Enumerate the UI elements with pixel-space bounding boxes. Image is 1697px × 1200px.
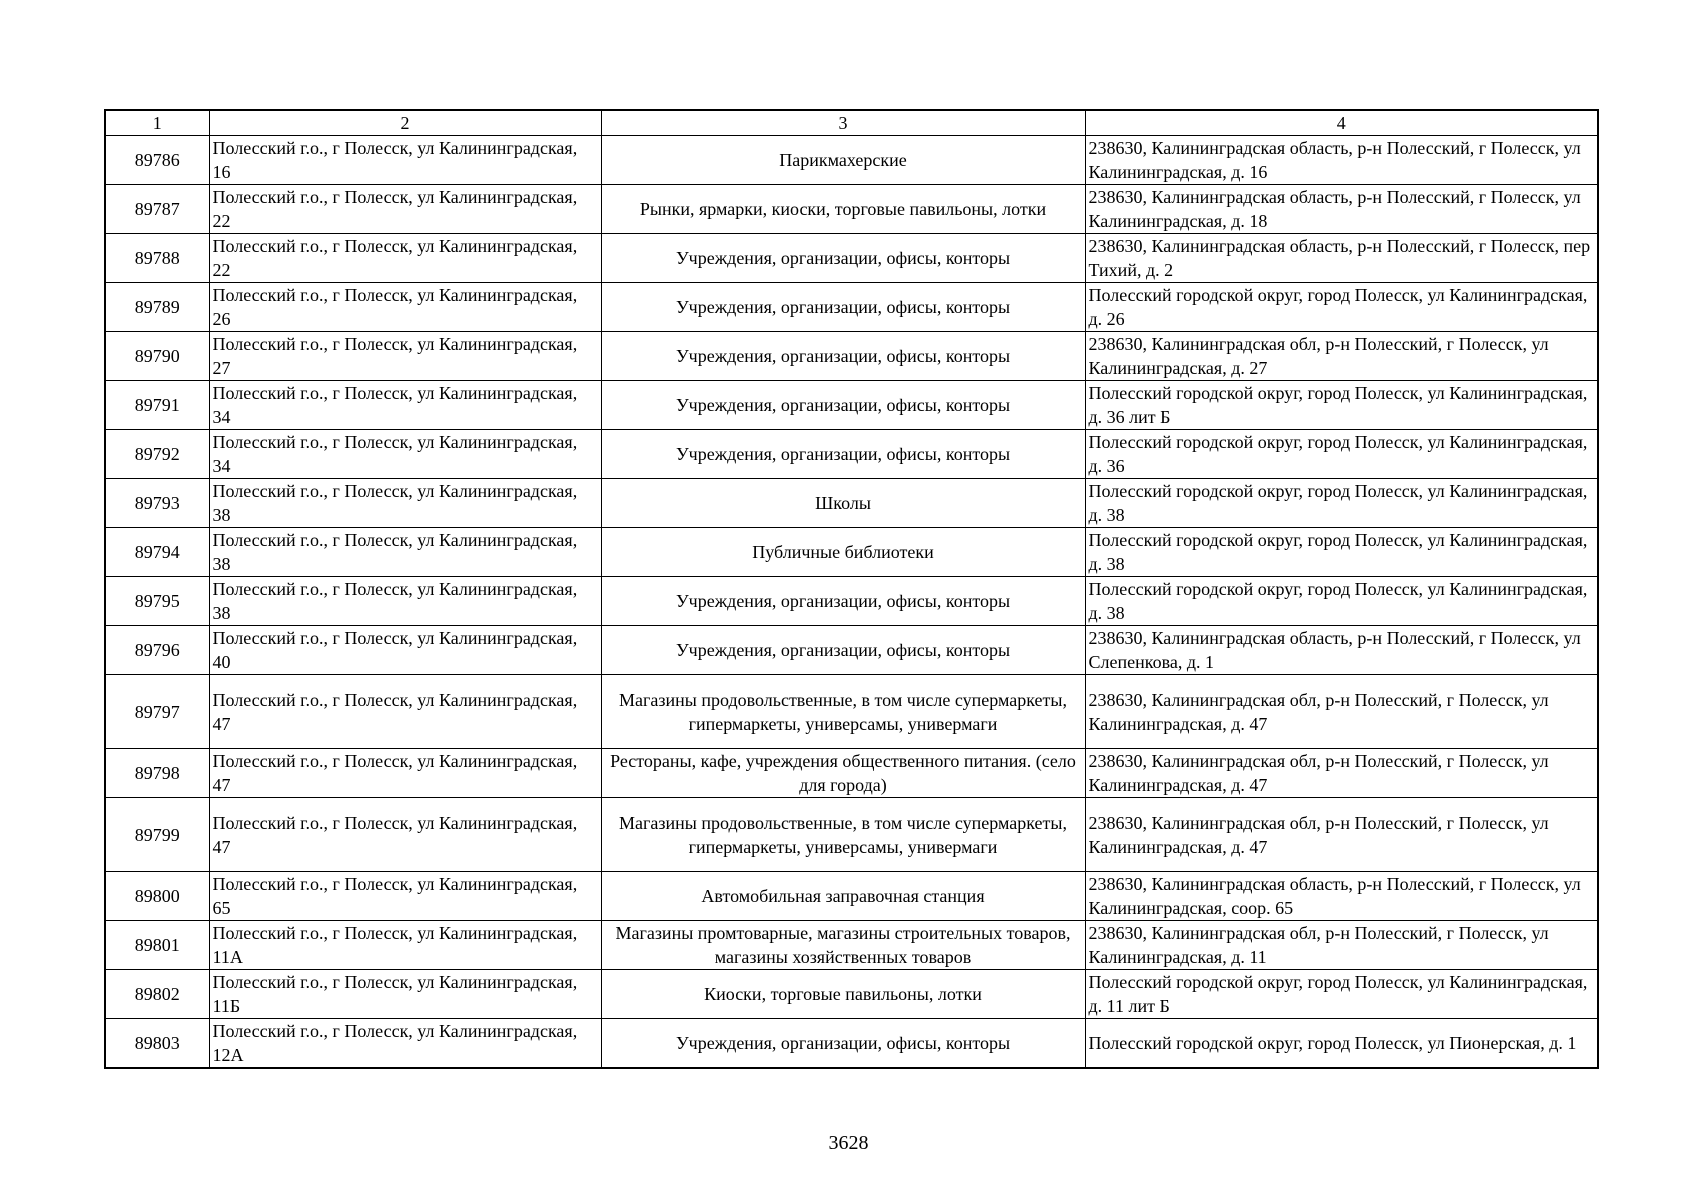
object-type-cell: Учреждения, организации, офисы, конторы [601,283,1085,332]
row-id-cell: 89786 [105,136,209,185]
table-row [105,332,1598,381]
object-address-cell: Полесский г.о., г Полесск, ул Калининградская, 27 [209,332,601,381]
row-id-cell: 89800 [105,872,209,921]
table-row [105,234,1598,283]
location-address-cell: 238630, Калининградская обл, р-н Полесский, г Полесск, ул Калининградская, д. 47 [1085,675,1598,749]
location-address-cell: Полесский городской округ, город Полесск, ул Калининградская, д. 38 [1085,528,1598,577]
object-type-cell: Учреждения, организации, офисы, конторы [601,234,1085,283]
row-id-cell: 89794 [105,528,209,577]
table-row [105,872,1598,921]
table-body [105,136,1598,1069]
table-header-row [105,110,1598,136]
registry-table [104,109,1599,1069]
row-id-cell: 89803 [105,1019,209,1069]
table-row [105,283,1598,332]
table-row [105,749,1598,798]
object-type-cell: Учреждения, организации, офисы, конторы [601,381,1085,430]
object-address-cell: Полесский г.о., г Полесск, ул Калининградская, 11Б [209,970,601,1019]
object-type-cell: Магазины промтоварные, магазины строительных товаров, магазины хозяйственных товаров [601,921,1085,970]
table-row [105,970,1598,1019]
row-id-cell: 89795 [105,577,209,626]
location-address-cell: Полесский городской округ, город Полесск, ул Калининградская, д. 26 [1085,283,1598,332]
location-address-cell: 238630, Калининградская область, р-н Полесский, г Полесск, пер Тихий, д. 2 [1085,234,1598,283]
location-address-cell: 238630, Калининградская обл, р-н Полесский, г Полесск, ул Калининградская, д. 47 [1085,798,1598,872]
object-address-cell: Полесский г.о., г Полесск, ул Калининградская, 38 [209,479,601,528]
object-type-cell: Учреждения, организации, офисы, конторы [601,1019,1085,1069]
object-address-cell: Полесский г.о., г Полесск, ул Калининградская, 47 [209,675,601,749]
table-row [105,921,1598,970]
table-row [105,381,1598,430]
object-address-cell: Полесский г.о., г Полесск, ул Калининградская, 47 [209,798,601,872]
location-address-cell: Полесский городской округ, город Полесск, ул Калининградская, д. 38 [1085,479,1598,528]
location-address-cell: 238630, Калининградская область, р-н Полесский, г Полесск, ул Калининградская, д. 18 [1085,185,1598,234]
table-row [105,675,1598,749]
row-id-cell: 89792 [105,430,209,479]
table-row [105,798,1598,872]
table-row [105,479,1598,528]
object-address-cell: Полесский г.о., г Полесск, ул Калининградская, 26 [209,283,601,332]
table-row [105,528,1598,577]
row-id-cell: 89793 [105,479,209,528]
object-type-cell: Рынки, ярмарки, киоски, торговые павильоны, лотки [601,185,1085,234]
object-address-cell: Полесский г.о., г Полесск, ул Калининградская, 12А [209,1019,601,1069]
object-address-cell: Полесский г.о., г Полесск, ул Калининградская, 16 [209,136,601,185]
object-address-cell: Полесский г.о., г Полесск, ул Калининградская, 11А [209,921,601,970]
object-type-cell: Школы [601,479,1085,528]
column-header-2: 2 [209,110,601,136]
location-address-cell: Полесский городской округ, город Полесск, ул Калининградская, д. 36 лит Б [1085,381,1598,430]
object-address-cell: Полесский г.о., г Полесск, ул Калининградская, 34 [209,430,601,479]
object-type-cell: Учреждения, организации, офисы, конторы [601,332,1085,381]
row-id-cell: 89787 [105,185,209,234]
table-row [105,577,1598,626]
object-address-cell: Полесский г.о., г Полесск, ул Калининградская, 34 [209,381,601,430]
row-id-cell: 89798 [105,749,209,798]
table-row [105,626,1598,675]
row-id-cell: 89788 [105,234,209,283]
location-address-cell: 238630, Калининградская область, р-н Полесский, г Полесск, ул Слепенкова, д. 1 [1085,626,1598,675]
row-id-cell: 89797 [105,675,209,749]
page-number: 3628 [828,1132,869,1154]
object-type-cell: Публичные библиотеки [601,528,1085,577]
object-address-cell: Полесский г.о., г Полесск, ул Калининградская, 22 [209,185,601,234]
column-header-4: 4 [1085,110,1598,136]
row-id-cell: 89791 [105,381,209,430]
object-address-cell: Полесский г.о., г Полесск, ул Калининградская, 47 [209,749,601,798]
location-address-cell: Полесский городской округ, город Полесск, ул Калининградская, д. 38 [1085,577,1598,626]
table-row [105,1019,1598,1069]
location-address-cell: 238630, Калининградская обл, р-н Полесский, г Полесск, ул Калининградская, д. 11 [1085,921,1598,970]
object-address-cell: Полесский г.о., г Полесск, ул Калининградская, 38 [209,528,601,577]
location-address-cell: 238630, Калининградская обл, р-н Полесский, г Полесск, ул Калининградская, д. 27 [1085,332,1598,381]
location-address-cell: 238630, Калининградская обл, р-н Полесский, г Полесск, ул Калининградская, д. 47 [1085,749,1598,798]
column-header-3: 3 [601,110,1085,136]
location-address-cell: 238630, Калининградская область, р-н Полесский, г Полесск, ул Калининградская, д. 16 [1085,136,1598,185]
object-address-cell: Полесский г.о., г Полесск, ул Калининградская, 65 [209,872,601,921]
column-header-1: 1 [105,110,209,136]
object-type-cell: Киоски, торговые павильоны, лотки [601,970,1085,1019]
row-id-cell: 89789 [105,283,209,332]
object-type-cell: Учреждения, организации, офисы, конторы [601,626,1085,675]
object-type-cell: Магазины продовольственные, в том числе супермаркеты, гипермаркеты, универсамы, универмаги [601,675,1085,749]
object-type-cell: Учреждения, организации, офисы, конторы [601,430,1085,479]
object-type-cell: Рестораны, кафе, учреждения общественного питания. (село для города) [601,749,1085,798]
row-id-cell: 89802 [105,970,209,1019]
object-type-cell: Автомобильная заправочная станция [601,872,1085,921]
row-id-cell: 89796 [105,626,209,675]
object-type-cell: Магазины продовольственные, в том числе супермаркеты, гипермаркеты, универсамы, универмаги [601,798,1085,872]
row-id-cell: 89801 [105,921,209,970]
object-address-cell: Полесский г.о., г Полесск, ул Калининградская, 22 [209,234,601,283]
location-address-cell: Полесский городской округ, город Полесск, ул Калининградская, д. 36 [1085,430,1598,479]
location-address-cell: 238630, Калининградская область, р-н Полесский, г Полесск, ул Калининградская, соор. 65 [1085,872,1598,921]
row-id-cell: 89790 [105,332,209,381]
object-address-cell: Полесский г.о., г Полесск, ул Калининградская, 40 [209,626,601,675]
table-row [105,185,1598,234]
location-address-cell: Полесский городской округ, город Полесск, ул Калининградская, д. 11 лит Б [1085,970,1598,1019]
row-id-cell: 89799 [105,798,209,872]
table-row [105,136,1598,185]
object-type-cell: Парикмахерские [601,136,1085,185]
location-address-cell: Полесский городской округ, город Полесск, ул Пионерская, д. 1 [1085,1019,1598,1069]
table-row [105,430,1598,479]
object-type-cell: Учреждения, организации, офисы, конторы [601,577,1085,626]
object-address-cell: Полесский г.о., г Полесск, ул Калининградская, 38 [209,577,601,626]
